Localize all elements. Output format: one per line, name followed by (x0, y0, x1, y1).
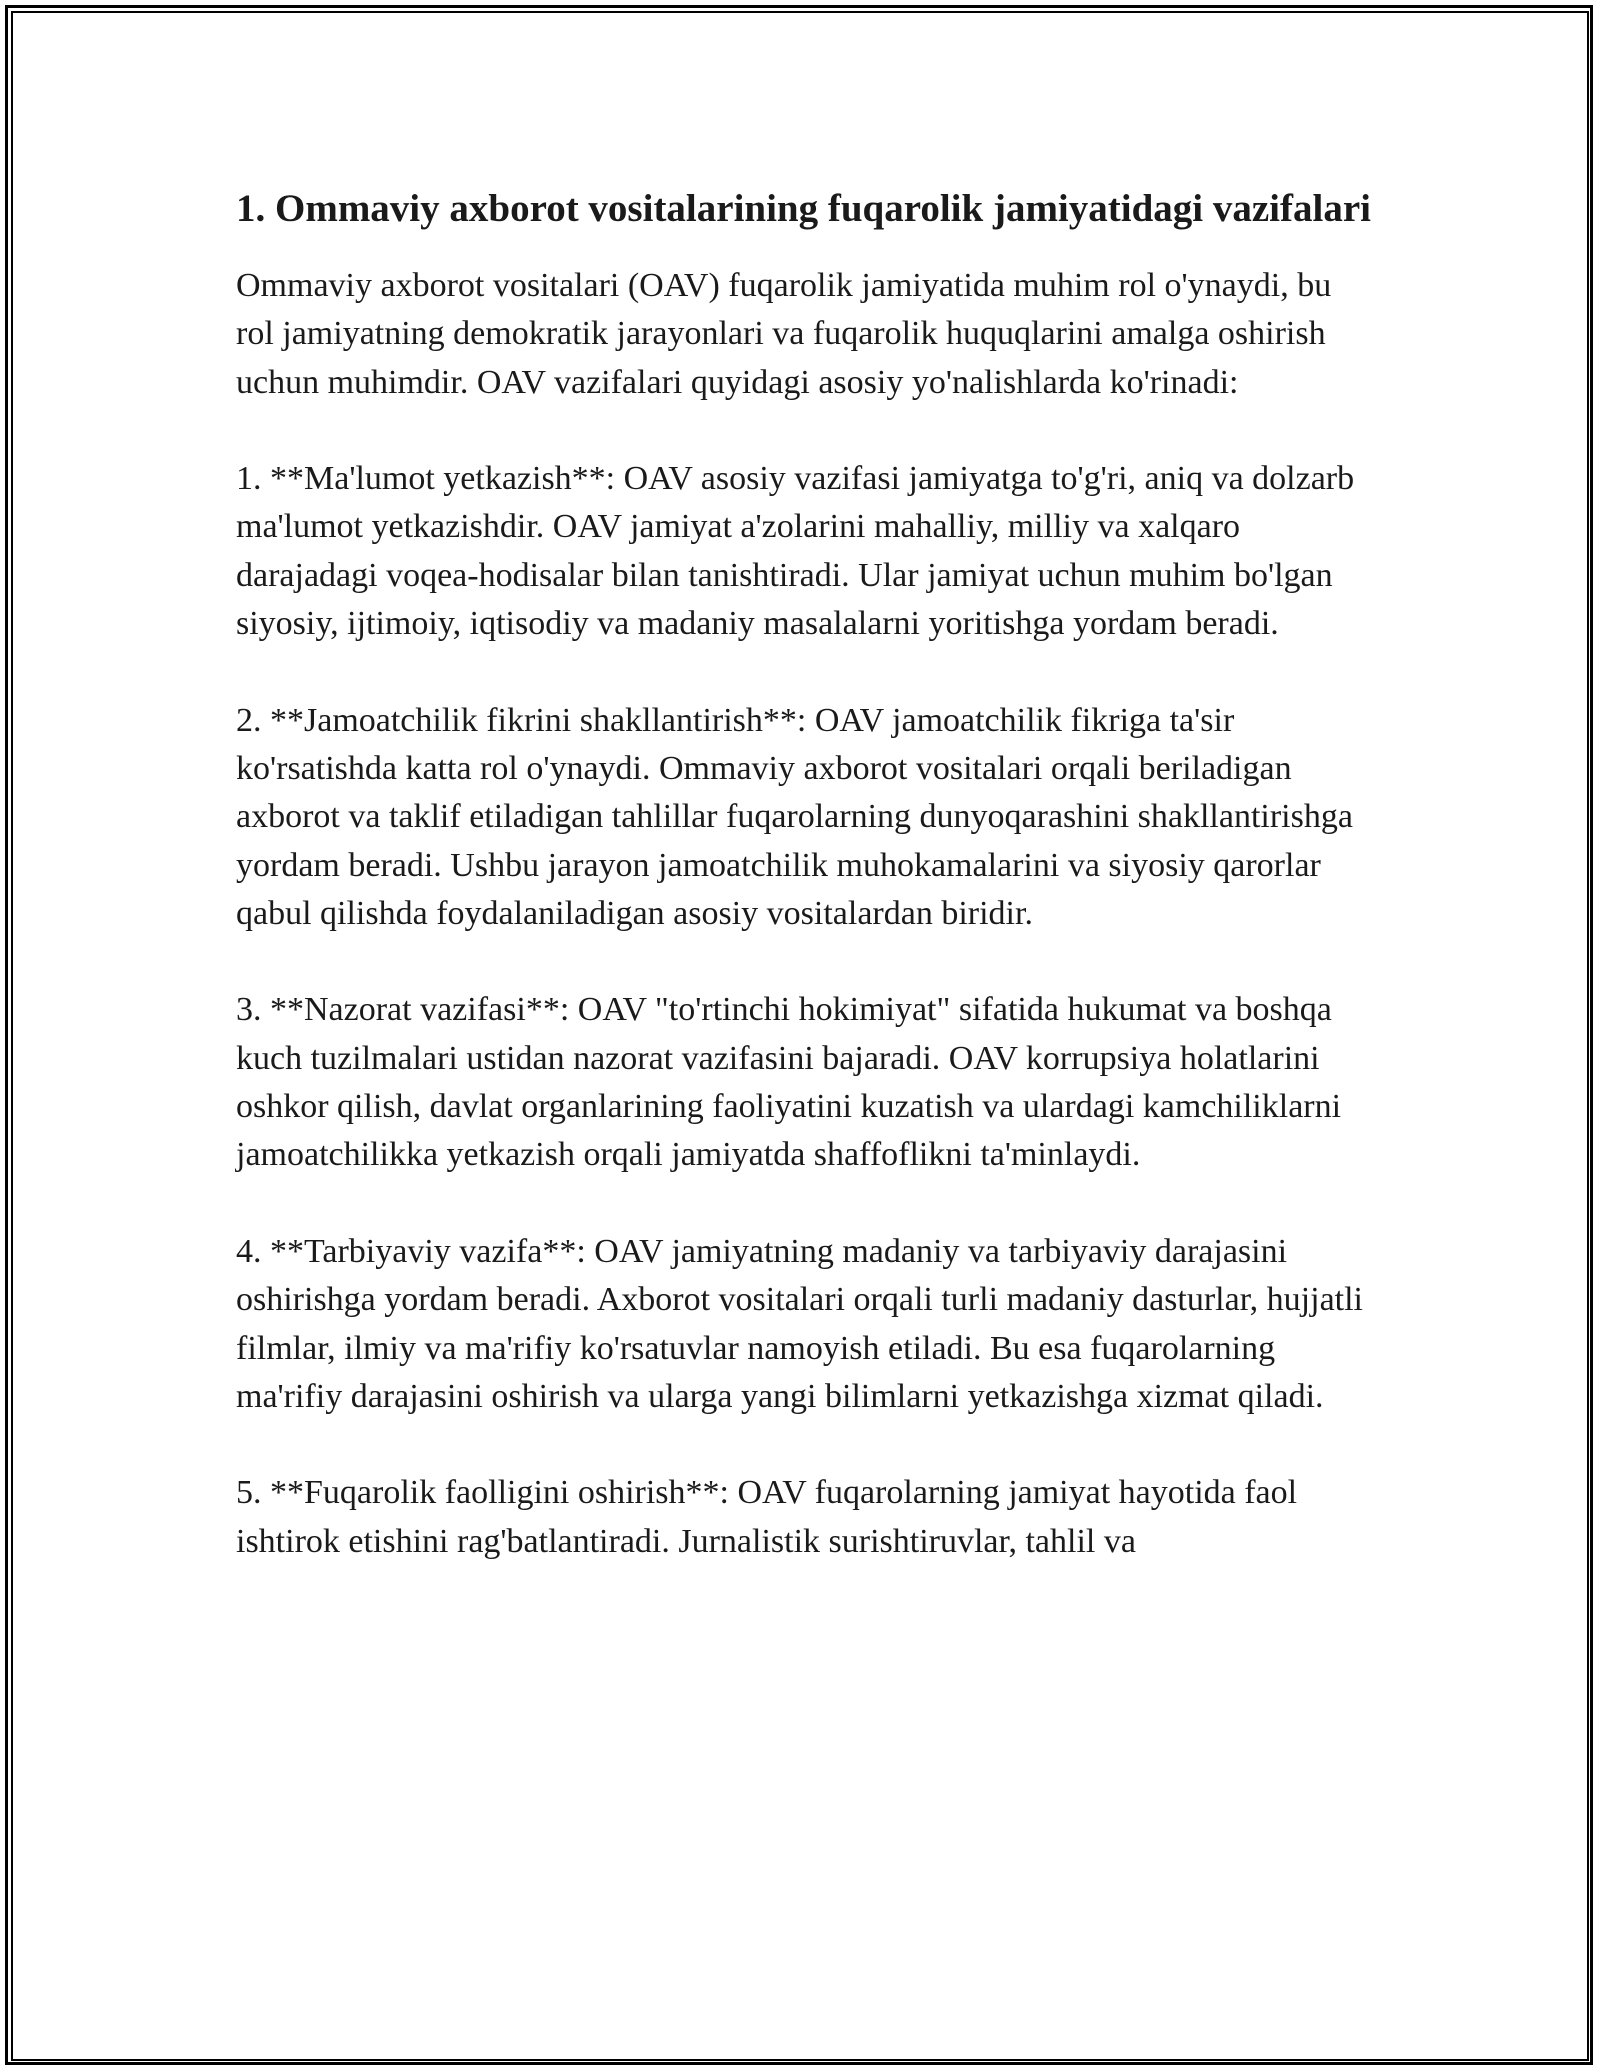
document-body (236, 262, 1376, 1566)
page-title: 1. Ommaviy axborot vositalarining fuqarolik jamiyatidagi vazifalari (236, 187, 1371, 230)
document-content (236, 182, 1376, 1566)
list-item-paragraph: 3. **Nazorat vazifasi**: OAV "to'rtinchi hokimiyat" sifatida hukumat va boshqa kuch tuzilmalari ustidan nazorat vazifasini bajaradi. OAV korrupsiya holatlarini oshkor qilish, davlat organlarining faoliyatini kuzatish va ulardagi kamchiliklarni jamoatchilikka yetkazish orqali jamiyatda shaffoflikni ta'minlaydi. (236, 991, 1342, 1174)
list-item-paragraph: 4. **Tarbiyaviy vazifa**: OAV jamiyatning madaniy va tarbiyaviy darajasini oshirishga yordam beradi. Axborot vositalari orqali turli madaniy dasturlar, hujjatli filmlar, ilmiy va ma'rifiy ko'rsatuvlar namoyish etiladi. Bu esa fuqarolarning ma'rifiy darajasini oshirish va ularga yangi bilimlarni yetkazishga xizmat qiladi. (236, 1232, 1363, 1415)
list-item-paragraph: 2. **Jamoatchilik fikrini shakllantirish**: OAV jamoatchilik fikriga ta'sir ko'rsatishda katta rol o'ynaydi. Ommaviy axborot vositalari orqali beriladigan axborot va taklif etiladigan tahlillar fuqarolarning dunyoqarashini shakllantirishga yordam beradi. Ushbu jarayon jamoatchilik muhokamalarini va siyosiy qarorlar qabul qilishda foydalaniladigan asosiy vositalardan biridir. (236, 701, 1353, 932)
list-item-paragraph: 5. **Fuqarolik faolligini oshirish**: OAV fuqarolarning jamiyat hayotida faol ishtirok etishini rag'batlantiradi. Jurnalistik surishtiruvlar, tahlil va (236, 1474, 1298, 1560)
list-item-paragraph: 1. **Ma'lumot yetkazish**: OAV asosiy vazifasi jamiyatga to'g'ri, aniq va dolzarb ma'lumot yetkazishdir. OAV jamiyat a'zolarini mahalliy, milliy va xalqaro darajadagi voqea-hodisalar bilan tanishtiradi. Ular jamiyat uchun muhim bo'lgan siyosiy, ijtimoiy, iqtisodiy va madaniy masalalarni yoritishga yordam beradi. (236, 460, 1355, 643)
intro-paragraph: Ommaviy axborot vositalari (OAV) fuqarolik jamiyatida muhim rol o'ynaydi, bu rol jamiyatning demokratik jarayonlari va fuqarolik huquqlarini amalga oshirish uchun muhimdir. OAV vazifalari quyidagi asosiy yo'nalishlarda ko'rinadi: (236, 267, 1332, 401)
